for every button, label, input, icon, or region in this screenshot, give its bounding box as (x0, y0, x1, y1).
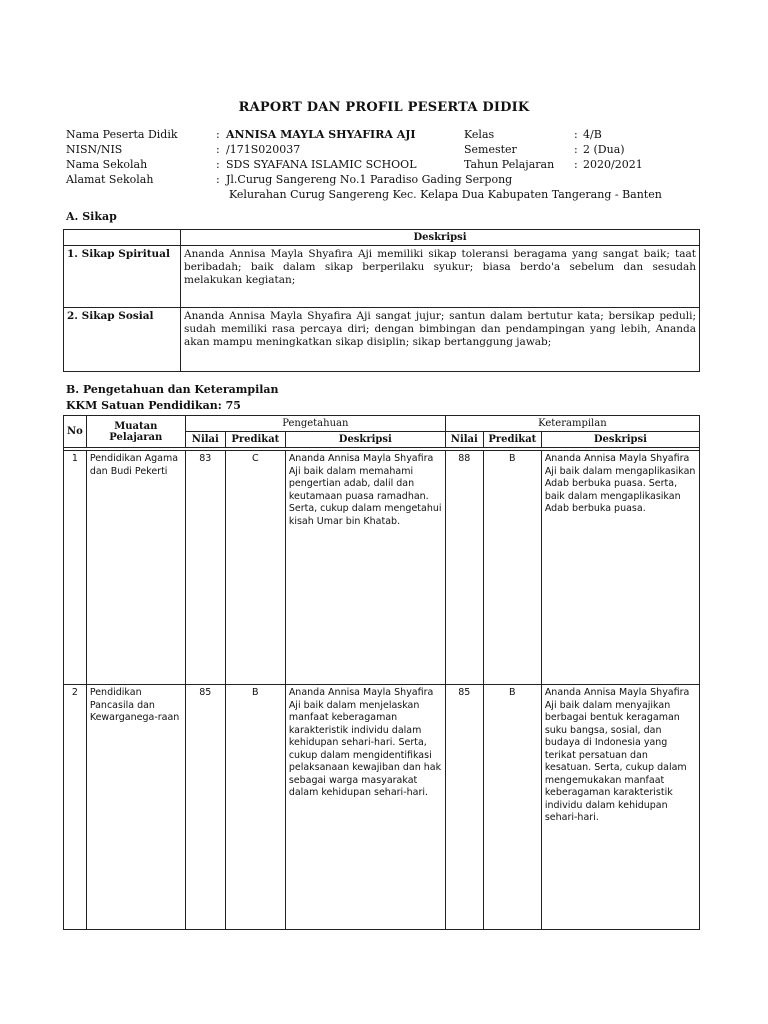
row-k-desc: Ananda Annisa Mayla Shyafira Aji baik dalam mengaplikasikan Adab berbuka puasa. Serta, baik dalam mengaplikasikan Adab berbuka puasa. (541, 451, 699, 685)
nama-label: Nama Peserta Didik (66, 128, 178, 141)
semester-label: Semester (464, 143, 517, 156)
header-p-nilai: Nilai (185, 432, 225, 448)
section-b-heading: B. Pengetahuan dan Keterampilan (66, 383, 279, 396)
nilai-table (63, 415, 700, 930)
table-row (64, 451, 700, 685)
colon: : (216, 158, 220, 171)
student-info (0, 127, 768, 207)
page-title: RAPORT DAN PROFIL PESERTA DIDIK (238, 100, 530, 115)
header-muatan: Muatan Pelajaran (86, 416, 185, 448)
row-no: 1 (64, 451, 87, 685)
sikap-table (63, 229, 700, 372)
row-k-nilai: 88 (445, 451, 483, 685)
row-k-predikat: B (483, 685, 541, 930)
header-k-predikat: Predikat (483, 432, 541, 448)
nisn-value: /171S020037 (226, 143, 301, 156)
header-keterampilan: Keterampilan (445, 416, 699, 432)
header-p-predikat: Predikat (225, 432, 285, 448)
table-row (64, 685, 700, 930)
sekolah-value: SDS SYAFANA ISLAMIC SCHOOL (226, 158, 417, 171)
colon: : (574, 158, 578, 171)
alamat-value-line2: Kelurahan Curug Sangereng Kec. Kelapa Dua Kabupaten Tangerang - Banten (229, 188, 662, 201)
header-k-nilai: Nilai (445, 432, 483, 448)
header-no: No (64, 416, 87, 448)
row-p-nilai: 83 (185, 451, 225, 685)
row-k-desc: Ananda Annisa Mayla Shyafira Aji baik dalam menyajikan berbagai bentuk keragaman suku bangsa, sosial, dan budaya di Indonesia yang terikat persatuan dan kesatuan. Serta, cukup dalam mengemukakan manfaat keberagaman karakteristik individu dalam kehidupan sehari-hari. (541, 685, 699, 930)
row-subject: Pendidikan Pancasila dan Kewarganega-raan (86, 685, 185, 930)
alamat-value-line1: Jl.Curug Sangereng No.1 Paradiso Gading Serpong (226, 173, 513, 186)
colon: : (574, 128, 578, 141)
semester-value: 2 (Dua) (583, 143, 625, 156)
tahun-value: 2020/2021 (583, 158, 643, 171)
sekolah-label: Nama Sekolah (66, 158, 148, 171)
colon: : (216, 128, 220, 141)
sikap-header-deskripsi: Deskripsi (181, 230, 700, 246)
row-k-predikat: B (483, 451, 541, 685)
nama-value: ANNISA MAYLA SHYAFIRA AJI (226, 128, 416, 141)
header-k-deskripsi: Deskripsi (541, 432, 699, 448)
sikap-row (64, 308, 700, 372)
kelas-value: 4/B (583, 128, 602, 141)
header-pengetahuan: Pengetahuan (185, 416, 445, 432)
sikap-row (64, 246, 700, 308)
kelas-label: Kelas (464, 128, 495, 141)
sikap-sosial-desc: Ananda Annisa Mayla Shyafira Aji sangat jujur; santun dalam bertutur kata; bersikap peduli; sudah memiliki rasa percaya diri; dengan bimbingan dan pendampingan yang lebih, Ananda akan mampu meningkatkan sikap disiplin; sikap bertanggung jawab; (181, 308, 700, 372)
alamat-label: Alamat Sekolah (66, 173, 154, 186)
row-no: 2 (64, 685, 87, 930)
kkm-label: KKM Satuan Pendidikan: 75 (66, 399, 241, 412)
colon: : (216, 143, 220, 156)
tahun-label: Tahun Pelajaran (464, 158, 555, 171)
sikap-spiritual-label: 1. Sikap Spiritual (64, 246, 181, 308)
sikap-header-blank (64, 230, 181, 246)
row-k-nilai: 85 (445, 685, 483, 930)
colon: : (574, 143, 578, 156)
nisn-label: NISN/NIS (66, 143, 123, 156)
row-subject: Pendidikan Agama dan Budi Pekerti (86, 451, 185, 685)
row-p-nilai: 85 (185, 685, 225, 930)
section-a-heading: A. Sikap (66, 210, 117, 223)
header-p-deskripsi: Deskripsi (285, 432, 445, 448)
row-p-predikat: B (225, 685, 285, 930)
sikap-spiritual-desc: Ananda Annisa Mayla Shyafira Aji memiliki sikap toleransi beragama yang sangat baik; taat beribadah; baik dalam sikap berperilaku syukur; biasa berdo'a sebelum dan sesudah melakukan kegiatan; (181, 246, 700, 308)
row-p-desc: Ananda Annisa Mayla Shyafira Aji baik dalam menjelaskan manfaat keberagaman karakteristik individu dalam kehidupan sehari-hari. Serta, cukup dalam mengidentifikasi pelaksanaan kewajiban dan hak sebagai warga masyarakat dalam kehidupan sehari-hari. (285, 685, 445, 930)
colon: : (216, 173, 220, 186)
row-p-predikat: C (225, 451, 285, 685)
sikap-sosial-label: 2. Sikap Sosial (64, 308, 181, 372)
row-p-desc: Ananda Annisa Mayla Shyafira Aji baik dalam memahami pengertian adab, dalil dan keutamaan puasa ramadhan. Serta, cukup dalam mengetahui kisah Umar bin Khatab. (285, 451, 445, 685)
